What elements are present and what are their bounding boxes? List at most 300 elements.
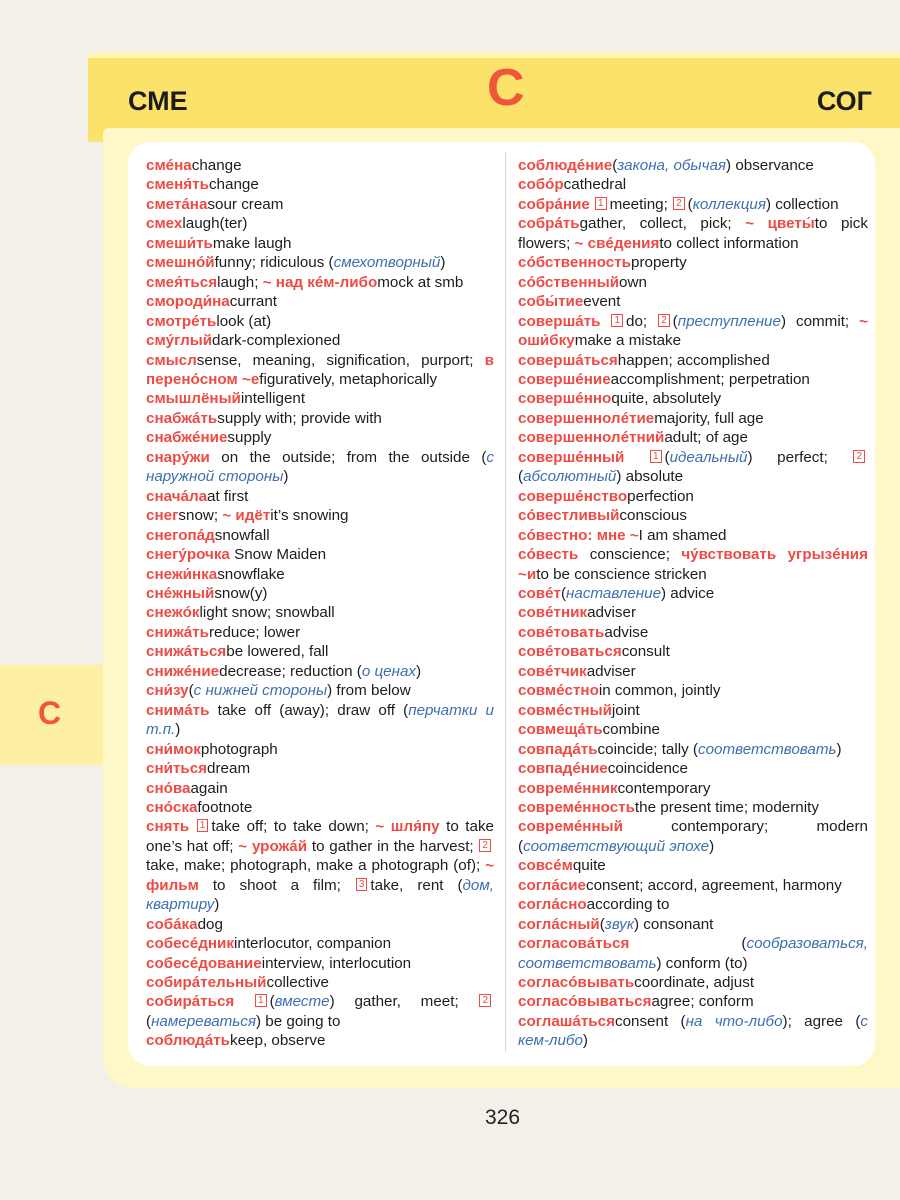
translation: dog — [197, 915, 223, 933]
left-column — [146, 156, 494, 1051]
headword: снежи́нка — [146, 565, 218, 583]
dictionary-entry — [518, 409, 868, 428]
translation: take, make; photograph, make a photograph (of); — [146, 857, 486, 875]
translation: change — [191, 157, 242, 174]
translation: snow; — [178, 507, 223, 525]
dictionary-entry — [146, 798, 494, 817]
translation: be lowered, fall — [226, 643, 329, 661]
dictionary-entry — [518, 992, 868, 1011]
headword: совремéнность — [518, 798, 635, 816]
headword: согласóвывать — [518, 974, 635, 992]
translation: adult; of age — [664, 429, 748, 447]
translation: contemporary — [617, 779, 711, 797]
headword: совéтовать — [518, 623, 605, 641]
translation: decrease; reduction ( — [219, 662, 362, 680]
dictionary-entry — [146, 934, 494, 953]
translation: take off (away); draw off ( — [209, 701, 409, 719]
dictionary-entry — [146, 331, 494, 350]
translation: cathedral — [563, 176, 627, 194]
translation: coincide; tally ( — [597, 740, 698, 758]
gloss-note: соответствующий эпохе — [523, 837, 710, 855]
gloss-note: с кем-либо — [518, 1012, 868, 1050]
translation: gather, collect, pick; — [579, 215, 746, 233]
translation: supply with; provide with — [217, 409, 382, 427]
translation: to take one’s hat off; — [146, 818, 494, 855]
dictionary-entry — [518, 642, 868, 661]
dictionary-entry — [518, 779, 868, 798]
translation: joint — [611, 701, 640, 719]
translation: ) — [175, 721, 181, 739]
translation: ) perfect; — [747, 448, 853, 466]
translation: snow(y) — [214, 584, 268, 602]
dictionary-entry — [146, 817, 494, 914]
headword: совершéнно — [518, 390, 612, 408]
translation: keep, observe — [230, 1032, 326, 1050]
dictionary-entry — [518, 895, 868, 914]
translation: ) — [709, 837, 715, 855]
gloss-note: перчатки и т.п. — [146, 701, 495, 739]
side-letter: С — [38, 695, 62, 731]
translation: funny; ridiculous ( — [214, 254, 334, 272]
translation: to gather in the harvest; — [307, 837, 479, 855]
headword: снег — [146, 507, 179, 525]
sense-number: 1 — [255, 994, 267, 1007]
headword: согласóвываться — [518, 993, 652, 1011]
column-divider — [505, 152, 506, 1052]
dictionary-entry — [146, 779, 494, 798]
headword: собрáть — [518, 215, 580, 233]
dictionary-entry — [146, 156, 494, 175]
dictionary-entry — [518, 603, 868, 622]
dictionary-entry — [518, 798, 868, 817]
translation: make a mistake — [574, 332, 682, 350]
translation: ( — [664, 448, 670, 466]
gloss-note: соответствовать — [698, 740, 837, 758]
translation: adviser — [587, 604, 637, 622]
headword: совершеннолéтний — [518, 429, 665, 447]
headword: чýвствовать угрызéния ~и — [518, 546, 868, 583]
dictionary-entry — [518, 370, 868, 389]
headword: ~ над кéм-либо — [262, 273, 378, 291]
translation: I am shamed — [638, 526, 727, 544]
translation: ) absolute — [616, 468, 684, 486]
dictionary-entry — [146, 623, 494, 642]
translation: happen; accomplished — [617, 351, 770, 369]
translation: currant — [229, 293, 277, 311]
headword: сóбственный — [518, 273, 620, 291]
gloss-note: сообразоваться, соответствовать — [518, 935, 868, 972]
headword: сметáна — [146, 195, 208, 213]
headword: смотрéть — [146, 312, 217, 330]
translation: on the outside; from the outside ( — [209, 448, 487, 466]
headword: снéжный — [146, 584, 215, 602]
translation: coordinate, adjust — [634, 974, 755, 992]
headword: снижéние — [146, 662, 220, 680]
translation: according to — [586, 896, 670, 914]
dictionary-entry — [518, 681, 868, 700]
headword: сменя́ть — [146, 176, 209, 194]
headword: собáка — [146, 915, 198, 933]
translation: accomplishment; perpetration — [610, 370, 810, 388]
translation: meeting; — [609, 195, 673, 213]
dictionary-entry — [518, 584, 868, 603]
translation: supply — [227, 429, 272, 447]
headword: совершéние — [518, 370, 611, 388]
sense-number: 2 — [479, 994, 491, 1007]
dictionary-entry — [518, 175, 868, 194]
dictionary-entry — [146, 642, 494, 661]
headword: смышлёный — [146, 390, 241, 408]
translation: conscious — [619, 507, 687, 525]
dictionary-entry — [518, 701, 868, 720]
dictionary-entry — [518, 545, 868, 584]
headword: снимáть — [146, 701, 210, 719]
translation: it’s snowing — [270, 507, 349, 525]
headword: снижáть — [146, 623, 209, 641]
translation: snowflake — [217, 565, 285, 583]
translation: ) commit; — [780, 312, 860, 330]
dictionary-entry — [518, 351, 868, 370]
translation: to pick flowers; — [518, 215, 868, 252]
page-number: 326 — [485, 1106, 521, 1129]
gloss-note: преступление — [677, 312, 781, 330]
sense-number: 2 — [853, 450, 865, 463]
translation: to collect information — [659, 234, 799, 252]
headword: смороди́на — [146, 293, 230, 311]
headword: собирáтельный — [146, 974, 267, 992]
dictionary-entry — [146, 565, 494, 584]
headword: сóвестно: мне ~ — [518, 526, 639, 544]
translation: sense, meaning, signification, purport; — [196, 351, 485, 369]
dictionary-entry — [518, 973, 868, 992]
dictionary-entry — [518, 934, 868, 973]
translation: ( — [599, 915, 605, 933]
translation: ) consonant — [634, 915, 714, 933]
translation: majority, full age — [654, 409, 764, 427]
gloss-note: звук — [604, 915, 635, 933]
translation: agree; conform — [651, 993, 754, 1011]
headword: соглáсный — [518, 915, 600, 933]
translation: laugh; — [217, 273, 263, 291]
headword: смешнóй — [146, 254, 215, 272]
translation: ) — [214, 896, 220, 914]
gloss-note: абсолютный — [523, 468, 617, 486]
headword: совершеннолéтие — [518, 409, 655, 427]
headword: совершáть — [518, 312, 611, 330]
translation: take off; to take down; — [211, 818, 376, 836]
dictionary-entry — [518, 740, 868, 759]
translation: the present time; modernity — [634, 798, 819, 816]
headword: смысл — [146, 351, 197, 369]
headword: совмéстно — [518, 682, 599, 700]
translation: perfection — [627, 487, 694, 505]
dictionary-entry — [518, 448, 868, 487]
translation: make laugh — [212, 234, 292, 252]
headword: сначáла — [146, 487, 208, 505]
translation: quite, absolutely — [611, 390, 722, 408]
headword: совремéнный — [518, 818, 623, 836]
dictionary-entry — [146, 234, 494, 253]
dictionary-entry — [518, 156, 868, 175]
headword: смея́ться — [146, 273, 218, 291]
translation: dream — [207, 760, 251, 778]
dictionary-entry — [518, 1012, 868, 1051]
dictionary-entry — [518, 915, 868, 934]
translation: do; — [626, 312, 658, 330]
translation: to shoot a film; — [198, 876, 355, 894]
translation: contemporary; modern ( — [518, 818, 868, 855]
translation: look (at) — [216, 312, 272, 330]
translation: ) be going to — [256, 1012, 341, 1030]
gloss-note: на что-либо — [685, 1012, 783, 1030]
headword: смéна — [146, 157, 192, 174]
dictionary-entry — [518, 292, 868, 311]
dictionary-entry — [146, 506, 494, 525]
translation: again — [190, 779, 228, 797]
headword: соблюдéние — [518, 157, 613, 174]
dictionary-entry — [146, 603, 494, 622]
headword: сóвесть — [518, 546, 579, 564]
dictionary-entry — [146, 273, 494, 292]
dictionary-entry — [518, 623, 868, 642]
dictionary-entry — [518, 720, 868, 739]
translation: take, rent ( — [370, 876, 463, 894]
translation: adviser — [586, 662, 636, 680]
headword: соглáсно — [518, 896, 587, 914]
headword: совремéнник — [518, 779, 618, 797]
headword: совпадéние — [518, 760, 608, 778]
headword: совéтник — [518, 604, 588, 622]
headword: собрáние — [518, 195, 595, 213]
gloss-note: закона, обычая — [617, 157, 727, 174]
headword: снежóк — [146, 604, 200, 622]
translation: ( — [269, 993, 275, 1011]
dictionary-entry — [146, 662, 494, 681]
headword: совершéнство — [518, 487, 628, 505]
translation: collective — [266, 974, 329, 992]
translation: consent; accord, agreement, harmony — [586, 876, 842, 894]
guide-word-right: СОГ — [816, 86, 872, 116]
gloss-note: о ценах — [361, 662, 417, 680]
dictionary-entry — [146, 740, 494, 759]
headword: снижáться — [146, 643, 227, 661]
translation: ( — [672, 312, 678, 330]
translation: Snow Maiden — [229, 546, 327, 564]
dictionary-entry — [146, 195, 494, 214]
headword: совéтоваться — [518, 643, 622, 661]
sense-number: 2 — [658, 314, 670, 327]
translation: ) observance — [726, 157, 814, 174]
translation: ( — [687, 195, 693, 213]
headword: ~ шля́пу — [375, 818, 440, 836]
translation: coincidence — [607, 760, 688, 778]
dictionary-entry — [518, 253, 868, 272]
headword: совершéнный — [518, 448, 649, 466]
section-letter: С — [487, 59, 525, 117]
dictionary-entry — [146, 312, 494, 331]
sense-number: 1 — [595, 197, 607, 210]
translation: conscience; — [578, 546, 682, 564]
headword: снегопáд — [146, 526, 215, 544]
dictionary-entry — [518, 389, 868, 408]
translation: sour cream — [207, 195, 284, 213]
headword: снабжéние — [146, 429, 228, 447]
translation: ) — [582, 1032, 588, 1050]
dictionary-entry — [518, 428, 868, 447]
translation: laugh(ter) — [182, 215, 248, 233]
headword: совсéм — [518, 857, 573, 875]
translation: footnote — [197, 798, 253, 816]
translation: reduce; lower — [208, 623, 301, 641]
dictionary-entry — [146, 545, 494, 564]
dictionary-entry — [146, 292, 494, 311]
headword: ~ оши́бку — [518, 312, 868, 350]
sense-number: 1 — [197, 819, 209, 832]
translation: own — [619, 273, 647, 291]
dictionary-entry — [146, 448, 494, 487]
translation: light snow; snowball — [199, 604, 335, 622]
gloss-note: вместе — [274, 993, 330, 1011]
translation: figuratively, metaphorically — [259, 370, 438, 388]
dictionary-entry — [518, 312, 868, 351]
headword: ~ фильм — [146, 857, 494, 894]
gloss-note: дом, квартиру — [146, 876, 495, 914]
translation: combine — [602, 721, 660, 739]
dictionary-entry — [146, 973, 494, 992]
headword: совершáться — [518, 351, 618, 369]
gloss-note: идеальный — [669, 448, 748, 466]
translation: dark-complexioned — [212, 332, 341, 350]
dictionary-entry — [146, 409, 494, 428]
translation: ( — [629, 935, 747, 953]
headword: ~ урожáй — [238, 837, 308, 855]
gloss-note: коллекция — [692, 195, 766, 213]
sense-number: 2 — [673, 197, 685, 210]
translation: to be conscience stricken — [536, 565, 707, 583]
translation: ( — [560, 584, 567, 602]
translation: quite — [572, 857, 606, 875]
gloss-note: с нижней стороны — [193, 682, 328, 700]
headword: согласовáться — [518, 935, 630, 953]
translation: consent ( — [614, 1012, 686, 1030]
dictionary-entry — [518, 214, 868, 253]
translation: ) collection — [765, 195, 839, 213]
dictionary-entry — [518, 817, 868, 856]
translation: interview, interlocution — [261, 954, 412, 972]
dictionary-entry — [518, 195, 868, 214]
sense-number: 1 — [611, 314, 623, 327]
sense-number: 2 — [479, 839, 491, 852]
headword: сни́мок — [146, 740, 201, 758]
dictionary-entry — [146, 253, 494, 272]
dictionary-entry — [518, 273, 868, 292]
right-column — [518, 156, 868, 1051]
dictionary-entry — [518, 876, 868, 895]
headword: ~ идёт — [222, 507, 271, 525]
translation: snowfall — [214, 526, 270, 544]
translation: mock at smb — [377, 273, 464, 291]
sense-number: 1 — [650, 450, 662, 463]
dictionary-entry — [146, 526, 494, 545]
headword: смеши́ть — [146, 234, 213, 252]
translation: ) — [440, 254, 446, 272]
headword: смех — [146, 215, 183, 233]
headword: совéтчик — [518, 662, 587, 680]
headword: совéт — [518, 584, 561, 602]
dictionary-entry — [518, 856, 868, 875]
dictionary-entry — [146, 1031, 494, 1050]
headword: снóва — [146, 779, 191, 797]
headword: собóр — [518, 176, 564, 194]
dictionary-entry — [146, 681, 494, 700]
headword: в перенóсном ~е — [146, 351, 494, 388]
translation: ) from below — [327, 682, 411, 700]
dictionary-entry — [146, 954, 494, 973]
dictionary-entry — [146, 915, 494, 934]
headword: собы́тие — [518, 293, 584, 311]
headword: сóбственность — [518, 254, 632, 272]
translation: ( — [612, 157, 618, 174]
translation: ( — [188, 682, 194, 700]
headword: собирáться — [146, 993, 255, 1011]
translation: ) — [283, 468, 289, 486]
dictionary-entry — [518, 759, 868, 778]
headword: соглáсие — [518, 876, 586, 894]
headword: собесéдник — [146, 935, 234, 953]
headword: ~ свéдения — [574, 234, 660, 252]
headword: снабжáть — [146, 409, 218, 427]
gloss-note: наставление — [566, 584, 662, 602]
dictionary-entry — [518, 526, 868, 545]
dictionary-entry — [146, 175, 494, 194]
translation: consult — [621, 643, 670, 661]
dictionary-entry — [146, 351, 494, 390]
dictionary-entry — [146, 214, 494, 233]
translation: ); agree ( — [782, 1012, 861, 1030]
headword: совмещáть — [518, 721, 603, 739]
translation: ) — [416, 662, 422, 680]
headword: снять — [146, 818, 196, 836]
headword: сни́ться — [146, 760, 208, 778]
guide-word-left: СМЕ — [128, 86, 188, 116]
translation: change — [208, 176, 259, 194]
headword: сни́зу — [146, 682, 189, 700]
headword: снегýрочка — [146, 546, 230, 564]
translation: ) gather, meet; — [329, 993, 479, 1011]
translation: ) advice — [661, 584, 715, 602]
translation: ( — [146, 1012, 152, 1030]
gloss-note: с наружной стороны — [146, 448, 494, 486]
dictionary-entry — [518, 487, 868, 506]
translation: property — [631, 254, 687, 272]
translation: intelligent — [240, 390, 306, 408]
headword: соглашáться — [518, 1012, 615, 1030]
dictionary-entry — [146, 759, 494, 778]
gloss-note: намереваться — [151, 1012, 257, 1030]
translation: interlocutor, companion — [234, 935, 392, 953]
headword: смýглый — [146, 332, 213, 350]
dictionary-entry — [146, 701, 494, 740]
headword: собесéдование — [146, 954, 262, 972]
gloss-note: смехотворный — [333, 254, 441, 272]
translation: event — [583, 293, 621, 311]
dictionary-entry — [518, 506, 868, 525]
headword: сóвестливый — [518, 507, 620, 525]
dictionary-entry — [146, 992, 494, 1031]
translation: ) — [836, 740, 842, 758]
dictionary-entry — [146, 487, 494, 506]
headword: совмéстный — [518, 701, 612, 719]
